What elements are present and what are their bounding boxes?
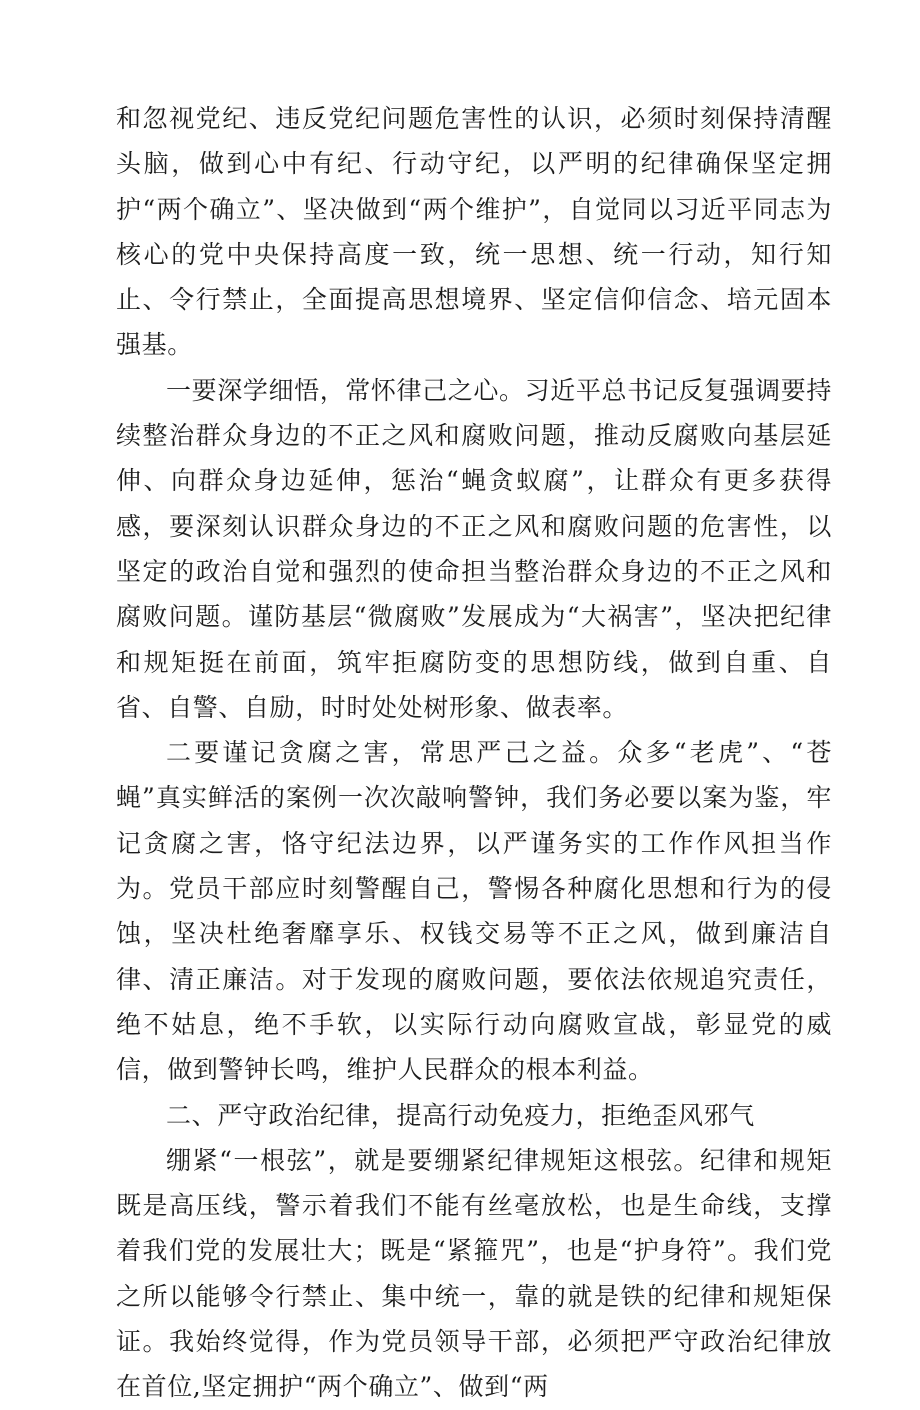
document-page: [116, 96, 832, 1410]
paragraph-point-two: 二要谨记贪腐之害，常思严己之益。众多“老虎”、“苍蝇”真实鲜活的案例一次次敲响警钟，我们务必要以案为鉴，牢记贪腐之害，恪守纪法边界，以严谨务实的工作作风担当作为。党员干部应时刻警醒自己，警惕各种腐化思想和行为的侵蚀，坚决杜绝奢靡享乐、权钱交易等不正之风，做到廉洁自律、清正廉洁。对于发现的腐败问题，要依法依规追究责任，绝不姑息，绝不手软，以实际行动向腐败宣战，彰显党的威信，做到警钟长鸣，维护人民群众的根本利益。: [116, 738, 832, 1085]
section-heading-two: 二、严守政治纪律，提高行动免疫力，拒绝歪风邪气: [166, 1100, 755, 1130]
paragraph-continuation: 和忽视党纪、违反党纪问题危害性的认识，必须时刻保持清醒头脑，做到心中有纪、行动守纪，以严明的纪律确保坚定拥护“两个确立”、坚决做到“两个维护”，自觉同以习近平同志为核心的党中央保持高度一致，统一思想、统一行动，知行知止、令行禁止，全面提高思想境界、坚定信仰信念、培元固本强基。: [116, 104, 832, 360]
paragraph-section-two-body: 绷紧“一根弦”，就是要绷紧纪律规矩这根弦。纪律和规矩既是高压线，警示着我们不能有丝毫放松，也是生命线，支撑着我们党的发展壮大；既是“紧箍咒”，也是“护身符”。我们党之所以能够令行禁止、集中统一，靠的就是铁的纪律和规矩保证。我始终觉得，作为党员领导干部，必须把严守政治纪律放在首位,坚定拥护“两个确立”、做到“两: [116, 1145, 832, 1402]
paragraph-point-one: 一要深学细悟，常怀律己之心。习近平总书记反复强调要持续整治群众身边的不正之风和腐败问题，推动反腐败向基层延伸、向群众身边延伸，惩治“蝇贪蚁腐”，让群众有更多获得感，要深刻认识群众身边的不正之风和腐败问题的危害性，以坚定的政治自觉和强烈的使命担当整治群众身边的不正之风和腐败问题。谨防基层“微腐败”发展成为“大祸害”，坚决把纪律和规矩挺在前面，筑牢拒腐防变的思想防线，做到自重、自省、自警、自励，时时处处树形象、做表率。: [116, 375, 832, 722]
